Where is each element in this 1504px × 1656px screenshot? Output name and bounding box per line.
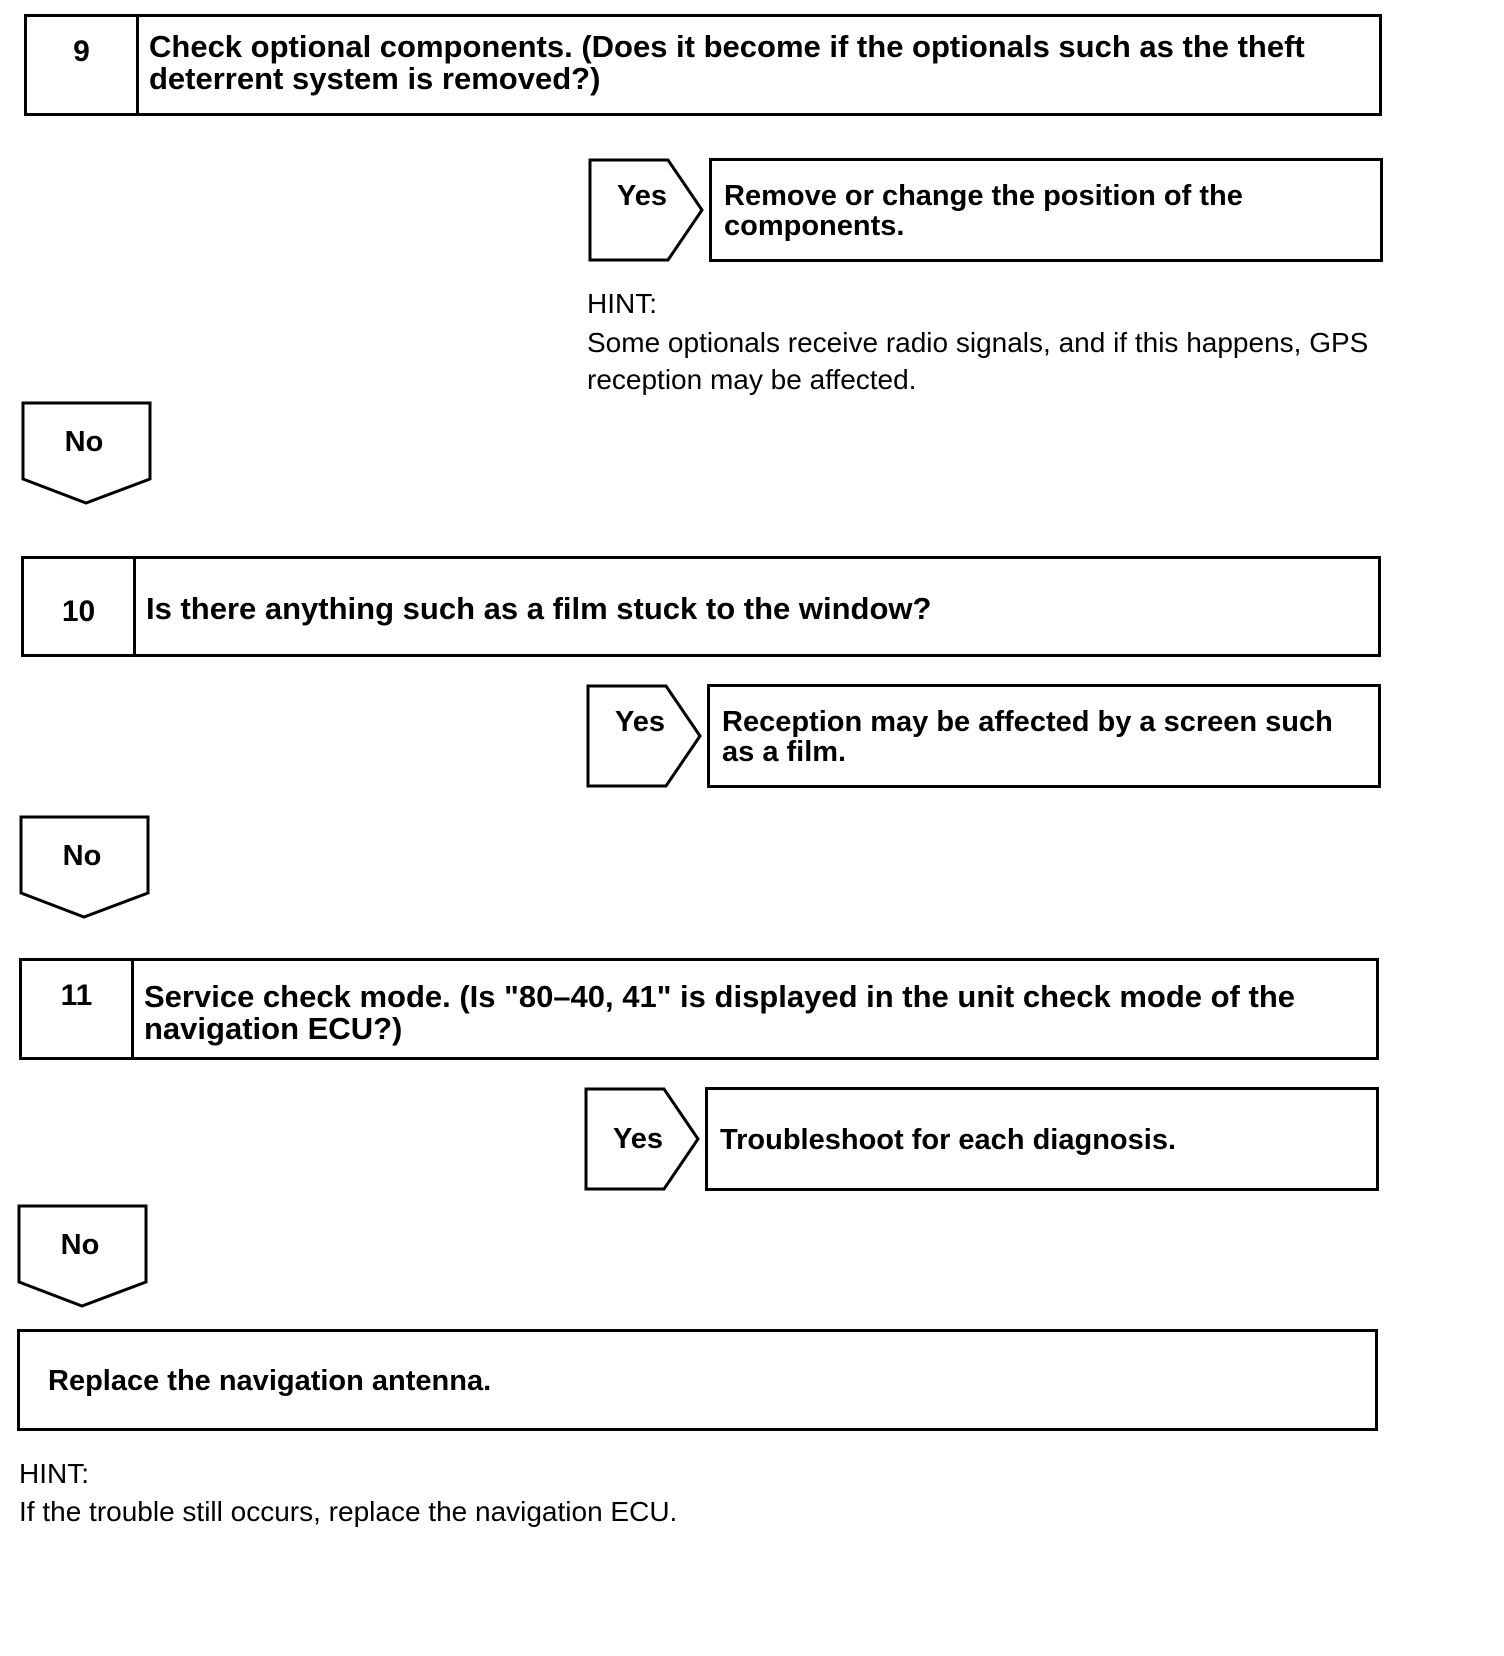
step-11-yes-label: Yes <box>613 1123 663 1155</box>
step-9-hint <box>587 284 1387 398</box>
step-10-yes-label: Yes <box>615 706 665 738</box>
step-10-question: Is there anything such as a film stuck to the window? <box>146 591 932 626</box>
step-10-box <box>21 556 1381 657</box>
step-9-yes-result: Remove or change the position of the components. <box>709 158 1383 262</box>
step-11-yes-result: Troubleshoot for each diagnosis. <box>705 1087 1379 1191</box>
step-11-no-label: No <box>60 1229 100 1261</box>
step-10-number: 10 <box>24 559 136 654</box>
step-9-no-label: No <box>64 426 104 458</box>
step-10-no-label: No <box>62 840 102 872</box>
step-9-question: Check optional components. (Does it become if the optionals such as the theft deterrent system is removed?) <box>149 29 1305 96</box>
final-hint <box>19 1454 1219 1530</box>
final-action-box: Replace the navigation antenna. <box>17 1329 1378 1431</box>
step-9-hint-text: Some optionals receive radio signals, and if this happens, GPS reception may be affected. <box>587 327 1369 395</box>
step-11-box <box>19 958 1379 1060</box>
step-10-yes-result: Reception may be affected by a screen such as a film. <box>707 684 1381 788</box>
final-hint-title: HINT: <box>19 1458 89 1489</box>
step-11-number: 11 <box>22 961 134 1057</box>
step-9-box <box>24 14 1382 116</box>
step-9-hint-title: HINT: <box>587 288 657 319</box>
step-11-question: Service check mode. (Is "80–40, 41" is displayed in the unit check mode of the navigation ECU?) <box>144 979 1295 1046</box>
step-9-number: 9 <box>27 17 139 113</box>
step-9-yes-label: Yes <box>617 180 667 212</box>
final-hint-text: If the trouble still occurs, replace the navigation ECU. <box>19 1496 678 1527</box>
